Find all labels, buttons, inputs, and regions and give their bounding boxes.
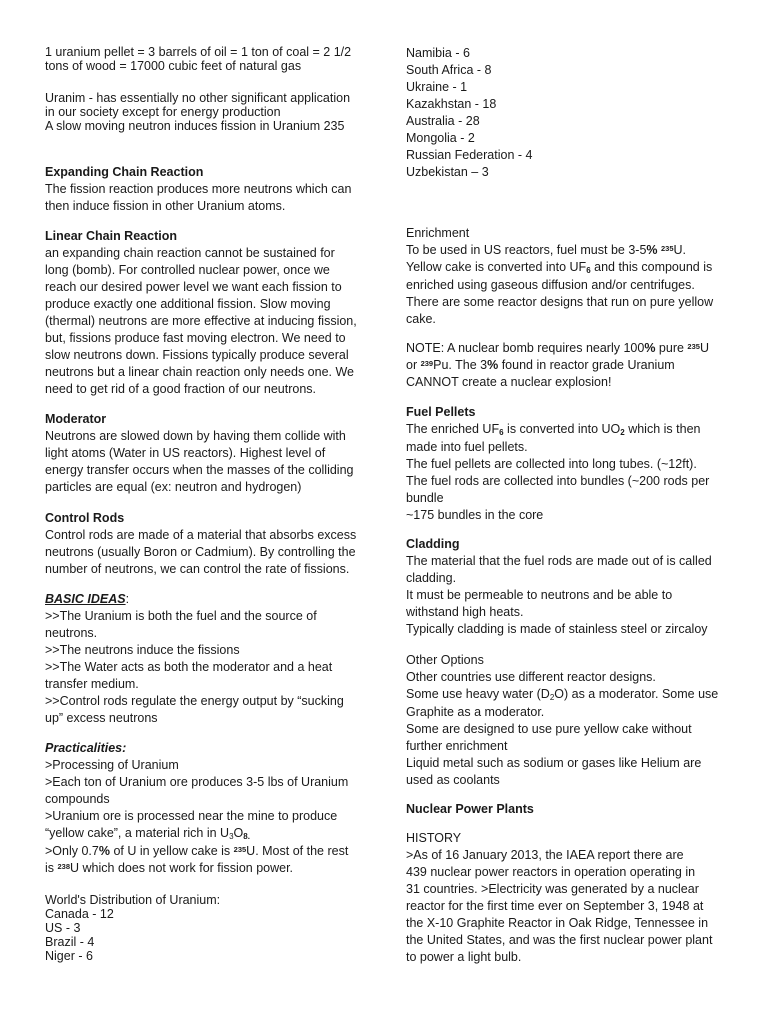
text-line — [406, 686, 724, 704]
text-line: further enrichment — [406, 739, 508, 753]
text-line: The fuel pellets are collected into long tubes. (~12ft). — [406, 457, 697, 471]
text-line: an expanding chain reaction cannot be sustained for — [45, 246, 335, 260]
section-heading: Other Options — [406, 653, 484, 667]
country-list — [406, 45, 724, 181]
text-line: reactor for the first time ever on September 3, 1948 at — [406, 899, 704, 913]
section-heading: Moderator — [45, 412, 107, 426]
text-line: Some are designed to use pure yellow cake without — [406, 722, 692, 736]
section-heading: Practicalities: — [45, 741, 127, 755]
text-line: tons of wood = 17000 cubic feet of natural gas — [45, 59, 302, 73]
text-line: long (bomb). For controlled nuclear power, once we — [45, 263, 330, 277]
text-line: >>Control rods regulate the energy output by “sucking — [45, 694, 344, 708]
section-heading — [45, 591, 360, 608]
text-line: Typically cladding is made of stainless steel or zircaloy — [406, 622, 708, 636]
list-item: Kazakhstan - 18 — [406, 97, 497, 111]
linear-chain-section — [45, 228, 360, 398]
list-item: Uzbekistan – 3 — [406, 165, 489, 179]
list-item: Niger - 6 — [45, 949, 93, 963]
superscript: 238 — [57, 862, 71, 871]
text-line — [406, 340, 724, 357]
text-run: The enriched UF — [406, 422, 500, 436]
list-item: US - 3 — [45, 921, 81, 935]
text-line: >>The Water acts as both the moderator and a heat — [45, 660, 333, 674]
text-line: neutrons. — [45, 626, 98, 640]
uranium-intro — [45, 91, 360, 133]
section-heading: Control Rods — [45, 511, 125, 525]
text-line — [406, 259, 724, 277]
text-line: Liquid metal such as sodium or gases like Helium are — [406, 756, 702, 770]
fuel-pellets-section — [406, 404, 724, 524]
text-line — [406, 421, 724, 439]
heading-colon: : — [125, 592, 130, 606]
text-line: >Processing of Uranium — [45, 758, 179, 772]
text-line: >>The Uranium is both the fuel and the source of — [45, 609, 317, 623]
percent-sign: % — [487, 358, 499, 372]
text-line: up” excess neutrons — [45, 711, 158, 725]
text-line — [45, 843, 360, 860]
note-section — [406, 340, 724, 391]
energy-equivalence — [45, 45, 360, 73]
text-run: O — [233, 826, 244, 840]
text-line: Uranim - has essentially no other significant application — [45, 91, 351, 105]
text-line: >Uranium ore is processed near the mine to produce — [45, 809, 338, 823]
text-line — [45, 825, 360, 843]
text-line: neutrons but a linear chain reaction only needs one. We — [45, 365, 354, 379]
text-line — [45, 860, 360, 877]
list-item: Namibia - 6 — [406, 46, 470, 60]
text-run: Pu. The 3 — [433, 358, 488, 372]
text-line: the X-10 Graphite Reactor in Oak Ridge, Tennessee in — [406, 916, 709, 930]
list-item: South Africa - 8 — [406, 63, 492, 77]
text-line: to power a light bulb. — [406, 950, 522, 964]
text-run: which is then — [624, 422, 701, 436]
text-line: 31 countries. >Electricity was generated by a nuclear — [406, 882, 699, 896]
text-run: of U in yellow cake is — [109, 844, 234, 858]
history-section — [406, 830, 724, 966]
subscript: 2 — [620, 428, 625, 437]
section-heading: Enrichment — [406, 226, 470, 240]
text-run: is — [45, 861, 58, 875]
percent-sign: % — [98, 844, 110, 858]
text-line: The fuel rods are collected into bundles (~200 rods per — [406, 474, 710, 488]
superscript: 235 — [233, 845, 247, 854]
text-run: pure — [655, 341, 688, 355]
subscript: 2 — [549, 693, 555, 702]
text-line: light atoms (Water in US reactors). Highest level of — [45, 446, 326, 460]
section-heading: HISTORY — [406, 831, 462, 845]
expanding-chain-section — [45, 164, 360, 215]
section-heading: Fuel Pellets — [406, 405, 476, 419]
percent-sign: % — [644, 341, 656, 355]
text-line: enriched using gaseous diffusion and/or centrifuges. — [406, 278, 695, 292]
text-line: >As of 16 January 2013, the IAEA report there are — [406, 848, 684, 862]
list-item: Mongolia - 2 — [406, 131, 475, 145]
nuclear-power-plants-heading — [406, 801, 724, 818]
section-heading: Expanding Chain Reaction — [45, 165, 204, 179]
world-distribution — [45, 893, 360, 963]
text-run: O) as a moderator. Some use — [554, 687, 719, 701]
text-line: cladding. — [406, 571, 457, 585]
text-line: Graphite as a moderator. — [406, 705, 545, 719]
text-line: 439 nuclear power reactors in operation operating in — [406, 865, 696, 879]
text-run: U. — [673, 243, 687, 257]
text-line: then induce fission in other Uranium atoms. — [45, 199, 286, 213]
text-line: slow neutrons down. Fissions typically produce several — [45, 348, 349, 362]
text-line: ~175 bundles in the core — [406, 508, 544, 522]
text-line: The material that the fuel rods are made out of is called — [406, 554, 712, 568]
text-run: To be used in US reactors, fuel must be 3-5 — [406, 243, 647, 257]
text-line: energy transfer occurs when the masses of the colliding — [45, 463, 354, 477]
list-item: Australia - 28 — [406, 114, 480, 128]
text-run: “yellow cake”, a material rich in U — [45, 826, 230, 840]
list-item: Brazil - 4 — [45, 935, 95, 949]
text-line: (thermal) neutrons are more effective at inducing fission, — [45, 314, 357, 328]
text-line: 1 uranium pellet = 3 barrels of oil = 1 ton of coal = 2 1/2 — [45, 45, 352, 59]
list-item: Canada - 12 — [45, 907, 114, 921]
text-line: Neutrons are slowed down by having them collide with — [45, 429, 346, 443]
text-run: is converted into UO — [503, 422, 621, 436]
text-line: in our society except for energy production — [45, 105, 281, 119]
control-rods-section — [45, 510, 360, 578]
section-heading: Nuclear Power Plants — [406, 802, 534, 816]
text-line: need to get rid of a good fraction of our neutrons. — [45, 382, 317, 396]
text-line: It must be permeable to neutrons and be able to — [406, 588, 673, 602]
subscript: 3 — [229, 832, 234, 841]
text-line: Control rods are made of a material that absorbs excess — [45, 528, 357, 542]
text-line: used as coolants — [406, 773, 500, 787]
text-line: compounds — [45, 792, 110, 806]
subscript: 8. — [243, 832, 250, 841]
text-line: bundle — [406, 491, 444, 505]
subscript: 6 — [586, 266, 591, 275]
basic-ideas-title: BASIC IDEAS — [45, 592, 126, 606]
text-line: CANNOT create a nuclear explosion! — [406, 375, 612, 389]
text-line: There are some reactor designs that run on pure yellow — [406, 295, 714, 309]
superscript: 239 — [420, 359, 434, 368]
enrichment-section — [406, 225, 724, 328]
percent-sign: % — [646, 243, 658, 257]
text-line: The fission reaction produces more neutrons which can — [45, 182, 352, 196]
text-run: Yellow cake is converted into UF — [406, 260, 587, 274]
text-run: U which does not work for fission power. — [70, 861, 294, 875]
list-title: World's Distribution of Uranium: — [45, 893, 221, 907]
text-line — [406, 357, 724, 374]
text-line: neutrons (usually Boron or Cadmium). By controlling the — [45, 545, 356, 559]
subscript: 6 — [499, 428, 504, 437]
section-heading: Cladding — [406, 537, 460, 551]
text-line: the United States, and was the first nuclear power plant — [406, 933, 713, 947]
text-run: NOTE: A nuclear bomb requires nearly 100 — [406, 341, 645, 355]
text-run: Some use heavy water (D — [406, 687, 550, 701]
section-heading: Linear Chain Reaction — [45, 229, 177, 243]
text-run: U. Most of the rest — [246, 844, 349, 858]
text-run: and this compound is — [590, 260, 713, 274]
text-run: U — [699, 341, 709, 355]
list-item: Russian Federation - 4 — [406, 148, 533, 162]
text-line: transfer medium. — [45, 677, 139, 691]
text-line: withstand high heats. — [406, 605, 524, 619]
cladding-section — [406, 536, 724, 638]
basic-ideas-section — [45, 591, 360, 727]
text-line: reach our desired power level we want each fission to — [45, 280, 342, 294]
text-line: >>The neutrons induce the fissions — [45, 643, 240, 657]
text-line: number of neutrons, we can control the rate of fissions. — [45, 562, 350, 576]
text-line: A slow moving neutron induces fission in Uranium 235 — [45, 119, 345, 133]
text-line: cake. — [406, 312, 436, 326]
superscript: 235 — [687, 342, 700, 351]
text-line: produce exactly one additional fission. Slow moving — [45, 297, 331, 311]
text-line — [406, 242, 724, 259]
list-item: Ukraine - 1 — [406, 80, 468, 94]
text-line: particles are equal (ex: neutron and hydrogen) — [45, 480, 302, 494]
other-options-section — [406, 652, 724, 789]
text-run: >Only 0.7 — [45, 844, 99, 858]
superscript: 235 — [661, 244, 674, 253]
text-line: made into fuel pellets. — [406, 440, 528, 454]
text-line: Other countries use different reactor designs. — [406, 670, 656, 684]
text-line: but, fissions produce fast moving electron. We need to — [45, 331, 346, 345]
text-line: >Each ton of Uranium ore produces 3-5 lbs of Uranium — [45, 775, 349, 789]
moderator-section — [45, 411, 360, 496]
text-run: found in reactor grade Uranium — [498, 358, 675, 372]
text-run: or — [406, 358, 421, 372]
practicalities-section — [45, 740, 360, 877]
